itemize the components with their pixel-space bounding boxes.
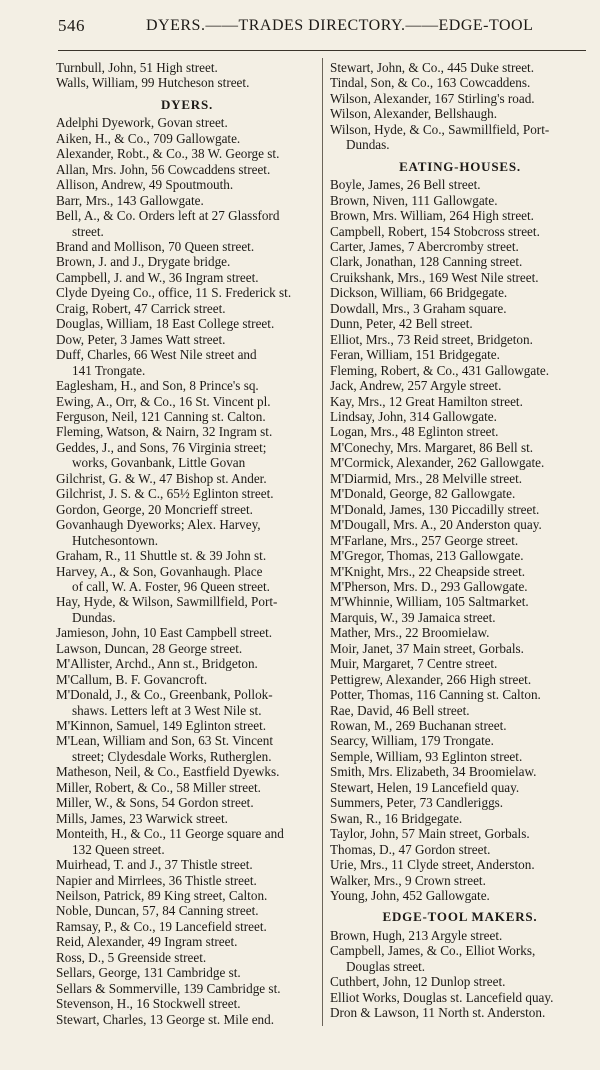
directory-line: Jamieson, John, 10 East Campbell street.	[56, 625, 273, 641]
directory-line: Noble, Duncan, 57, 84 Canning street.	[56, 903, 259, 919]
directory-line: Moir, Janet, 37 Main street, Gorbals.	[330, 640, 524, 656]
directory-line: M'Whinnie, William, 105 Saltmarket.	[330, 594, 529, 610]
directory-line: Young, John, 452 Gallowgate.	[330, 888, 490, 904]
directory-line: Gilchrist, G. & W., 47 Bishop st. Ander.	[56, 470, 267, 486]
directory-line: Elliot, Mrs., 73 Reid street, Bridgeton.	[330, 331, 533, 347]
directory-line: Carter, James, 7 Abercromby street.	[330, 238, 519, 254]
directory-line: Taylor, John, 57 Main street, Gorbals.	[330, 826, 530, 842]
directory-line: M'Conechy, Mrs. Margaret, 86 Bell st.	[330, 439, 534, 455]
directory-line: Geddes, J., and Sons, 76 Virginia street;	[56, 439, 267, 455]
directory-line: M'Diarmid, Mrs., 28 Melville street.	[330, 470, 523, 486]
right-column	[330, 60, 590, 1021]
directory-line: Napier and Mirrlees, 36 Thistle street.	[56, 872, 257, 888]
directory-line: Kay, Mrs., 12 Great Hamilton street.	[330, 393, 523, 409]
directory-line: Matheson, Neil, & Co., Eastfield Dyewks.	[56, 764, 280, 780]
directory-line: Clark, Jonathan, 128 Canning street.	[330, 254, 523, 270]
directory-line: Eaglesham, H., and Son, 8 Prince's sq.	[56, 378, 259, 394]
directory-line: Dowdall, Mrs., 3 Graham square.	[330, 300, 507, 316]
directory-line: Tindal, Son, & Co., 163 Cowcaddens.	[330, 75, 531, 91]
directory-line: Dunn, Peter, 42 Bell street.	[330, 316, 473, 332]
directory-line: Cruikshank, Mrs., 169 West Nile street.	[330, 269, 539, 285]
directory-line: Dickson, William, 66 Bridgegate.	[330, 285, 508, 301]
directory-line: Harvey, A., & Son, Govanhaugh. Place	[56, 563, 263, 579]
directory-line: Muir, Margaret, 7 Centre street.	[330, 656, 498, 672]
directory-line: Swan, R., 16 Bridgegate.	[330, 810, 463, 826]
directory-line: Muirhead, T. and J., 37 Thistle street.	[56, 857, 253, 873]
directory-line: 141 Trongate.	[72, 362, 146, 378]
directory-line: Stewart, Charles, 13 George st. Mile end.	[56, 1011, 275, 1027]
directory-line: Cuthbert, John, 12 Dunlop street.	[330, 974, 506, 990]
directory-line: Sellars, George, 131 Cambridge st.	[56, 965, 241, 981]
left-top-entries	[56, 60, 318, 91]
directory-line: Stevenson, H., 16 Stockwell street.	[56, 996, 241, 1012]
directory-line: Dundas.	[72, 609, 116, 625]
page-header	[58, 16, 578, 42]
directory-line: Lawson, Duncan, 28 George street.	[56, 640, 243, 656]
directory-line: Logan, Mrs., 48 Eglinton street.	[330, 424, 499, 440]
directory-line: Monteith, H., & Co., 11 George square and	[56, 826, 284, 842]
directory-line: Semple, William, 93 Eglinton street.	[330, 748, 523, 764]
eating-houses-list	[330, 177, 590, 903]
column-divider	[322, 58, 323, 1026]
directory-line: Dron & Lawson, 11 North st. Anderston.	[330, 1005, 546, 1021]
directory-line: M'Dougall, Mrs. A., 20 Anderston quay.	[330, 517, 542, 533]
directory-line: Turnbull, John, 51 High street.	[56, 60, 218, 75]
directory-line: Dundas.	[346, 137, 390, 153]
directory-line: Dow, Peter, 3 James Watt street.	[56, 331, 226, 347]
directory-line: Govanhaugh Dyeworks; Alex. Harvey,	[56, 517, 261, 533]
directory-line: Douglas street.	[346, 958, 426, 974]
directory-line: Duff, Charles, 66 West Nile street and	[56, 347, 257, 363]
directory-line: Brown, Mrs. William, 264 High street.	[330, 208, 534, 224]
directory-line: Sellars & Sommerville, 139 Cambridge st.	[56, 980, 281, 996]
directory-line: Alexander, Robt., & Co., 38 W. George st.	[56, 146, 280, 162]
directory-line: Rowan, M., 269 Buchanan street.	[330, 718, 507, 734]
directory-line: Boyle, James, 26 Bell street.	[330, 177, 481, 193]
directory-line: Wilson, Alexander, Bellshaugh.	[330, 106, 498, 122]
directory-line: Ramsay, P., & Co., 19 Lancefield street.	[56, 918, 267, 934]
directory-line: Smith, Mrs. Elizabeth, 34 Broomielaw.	[330, 764, 537, 780]
directory-line: Mills, James, 23 Warwick street.	[56, 810, 228, 826]
edge-tool-makers-list	[330, 928, 590, 1021]
directory-line: Craig, Robert, 47 Carrick street.	[56, 300, 226, 316]
section-heading-edge-tool-makers: EDGE-TOOL MAKERS.	[382, 909, 538, 925]
directory-line: Bell, A., & Co. Orders left at 27 Glassford	[56, 208, 280, 224]
directory-line: M'Farlane, Mrs., 257 George street.	[330, 532, 519, 548]
directory-line: Pettigrew, Alexander, 266 High street.	[330, 671, 532, 687]
directory-line: Summers, Peter, 73 Candleriggs.	[330, 795, 504, 811]
directory-line: Rae, David, 46 Bell street.	[330, 702, 470, 718]
header-rule	[58, 50, 586, 51]
directory-line: M'Donald, James, 130 Piccadilly street.	[330, 501, 540, 517]
directory-line: Gilchrist, J. S. & C., 65½ Eglinton street.	[56, 486, 274, 502]
directory-line: Marquis, W., 39 Jamaica street.	[330, 609, 496, 625]
directory-line: Campbell, J. and W., 36 Ingram street.	[56, 269, 259, 285]
directory-line: Neilson, Patrick, 89 King street, Calton.	[56, 888, 268, 904]
directory-line: Wilson, Alexander, 167 Stirling's road.	[330, 90, 535, 106]
directory-line: Aiken, H., & Co., 709 Gallowgate.	[56, 130, 241, 146]
directory-line: Reid, Alexander, 49 Ingram street.	[56, 934, 238, 950]
dyers-list-continued	[330, 60, 590, 153]
directory-line: M'Donald, George, 82 Gallowgate.	[330, 486, 516, 502]
directory-line: M'Lean, William and Son, 63 St. Vincent	[56, 733, 274, 749]
directory-line: Douglas, William, 18 East College street.	[56, 316, 275, 332]
directory-line: Allan, Mrs. John, 56 Cowcaddens street.	[56, 161, 271, 177]
section-heading-dyers: DYERS.	[160, 96, 214, 112]
directory-line: Barr, Mrs., 143 Gallowgate.	[56, 192, 204, 208]
directory-line: Brown, Niven, 111 Gallowgate.	[330, 192, 498, 208]
directory-line: Elliot Works, Douglas st. Lancefield quay.	[330, 989, 554, 1005]
directory-line: Brand and Mollison, 70 Queen street.	[56, 238, 255, 254]
directory-line: Mather, Mrs., 22 Broomielaw.	[330, 625, 490, 641]
directory-line: works, Govanbank, Little Govan	[72, 455, 246, 471]
directory-line: Ferguson, Neil, 121 Canning st. Calton.	[56, 408, 266, 424]
directory-line: Fleming, Watson, & Nairn, 32 Ingram st.	[56, 424, 273, 440]
directory-line: Walker, Mrs., 9 Crown street.	[330, 872, 486, 888]
directory-line: M'Allister, Archd., Ann st., Bridgeton.	[56, 656, 258, 672]
directory-line: Jack, Andrew, 257 Argyle street.	[330, 378, 502, 394]
directory-line: Stewart, Helen, 19 Lancefield quay.	[330, 779, 520, 795]
directory-line: Campbell, Robert, 154 Stobcross street.	[330, 223, 540, 239]
directory-line: Adelphi Dyework, Govan street.	[56, 115, 228, 131]
directory-line: M'Knight, Mrs., 22 Cheapside street.	[330, 563, 526, 579]
directory-line: Potter, Thomas, 116 Canning st. Calton.	[330, 687, 541, 703]
directory-line: M'Donald, J., & Co., Greenbank, Pollok-	[56, 687, 273, 703]
directory-line: Feran, William, 151 Bridgegate.	[330, 347, 500, 363]
directory-line: Walls, William, 99 Hutcheson street.	[56, 75, 250, 91]
directory-line: Clyde Dyeing Co., office, 11 S. Frederick st.	[56, 285, 292, 301]
page-number: 546	[58, 16, 85, 35]
dyers-list	[56, 115, 318, 1027]
directory-line: 132 Queen street.	[72, 841, 165, 857]
section-heading-eating-houses: EATING-HOUSES.	[399, 158, 521, 174]
directory-line: Ross, D., 5 Greenside street.	[56, 949, 207, 965]
directory-line: shaws. Letters left at 3 West Nile st.	[72, 702, 262, 718]
directory-line: of call, W. A. Foster, 96 Queen street.	[72, 578, 270, 594]
directory-line: M'Pherson, Mrs. D., 293 Gallowgate.	[330, 578, 528, 594]
directory-line: Miller, Robert, & Co., 58 Miller street.	[56, 779, 261, 795]
directory-line: Lindsay, John, 314 Gallowgate.	[330, 408, 497, 424]
directory-line: Miller, W., & Sons, 54 Gordon street.	[56, 795, 254, 811]
directory-line: street.	[72, 223, 104, 239]
directory-line: Campbell, James, & Co., Elliot Works,	[330, 943, 536, 959]
directory-line: Fleming, Robert, & Co., 431 Gallowgate.	[330, 362, 550, 378]
directory-line: Urie, Mrs., 11 Clyde street, Anderston.	[330, 857, 535, 873]
directory-line: Searcy, William, 179 Trongate.	[330, 733, 494, 749]
directory-line: Allison, Andrew, 49 Spoutmouth.	[56, 177, 234, 193]
directory-line: M'Gregor, Thomas, 213 Gallowgate.	[330, 548, 524, 564]
directory-line: Stewart, John, & Co., 445 Duke street.	[330, 60, 535, 75]
directory-line: M'Kinnon, Samuel, 149 Eglinton street.	[56, 718, 267, 734]
directory-line: M'Callum, B. F. Govancroft.	[56, 671, 208, 687]
directory-line: M'Cormick, Alexander, 262 Gallowgate.	[330, 455, 545, 471]
directory-line: Graham, R., 11 Shuttle st. & 39 John st.	[56, 548, 267, 564]
directory-line: Gordon, George, 20 Moncrieff street.	[56, 501, 253, 517]
directory-line: Hay, Hyde, & Wilson, Sawmillfield, Port-	[56, 594, 278, 610]
directory-line: Thomas, D., 47 Gordon street.	[330, 841, 491, 857]
directory-line: street; Clydesdale Works, Rutherglen.	[72, 748, 272, 764]
directory-line: Hutchesontown.	[72, 532, 159, 548]
directory-line: Brown, J. and J., Drygate bridge.	[56, 254, 231, 270]
directory-line: Ewing, A., Orr, & Co., 16 St. Vincent pl.	[56, 393, 271, 409]
directory-line: Wilson, Hyde, & Co., Sawmillfield, Port-	[330, 121, 550, 137]
running-title: DYERS.——TRADES DIRECTORY.——EDGE-TOOL	[146, 17, 534, 34]
left-column	[56, 60, 318, 1027]
directory-line: Brown, Hugh, 213 Argyle street.	[330, 927, 503, 943]
